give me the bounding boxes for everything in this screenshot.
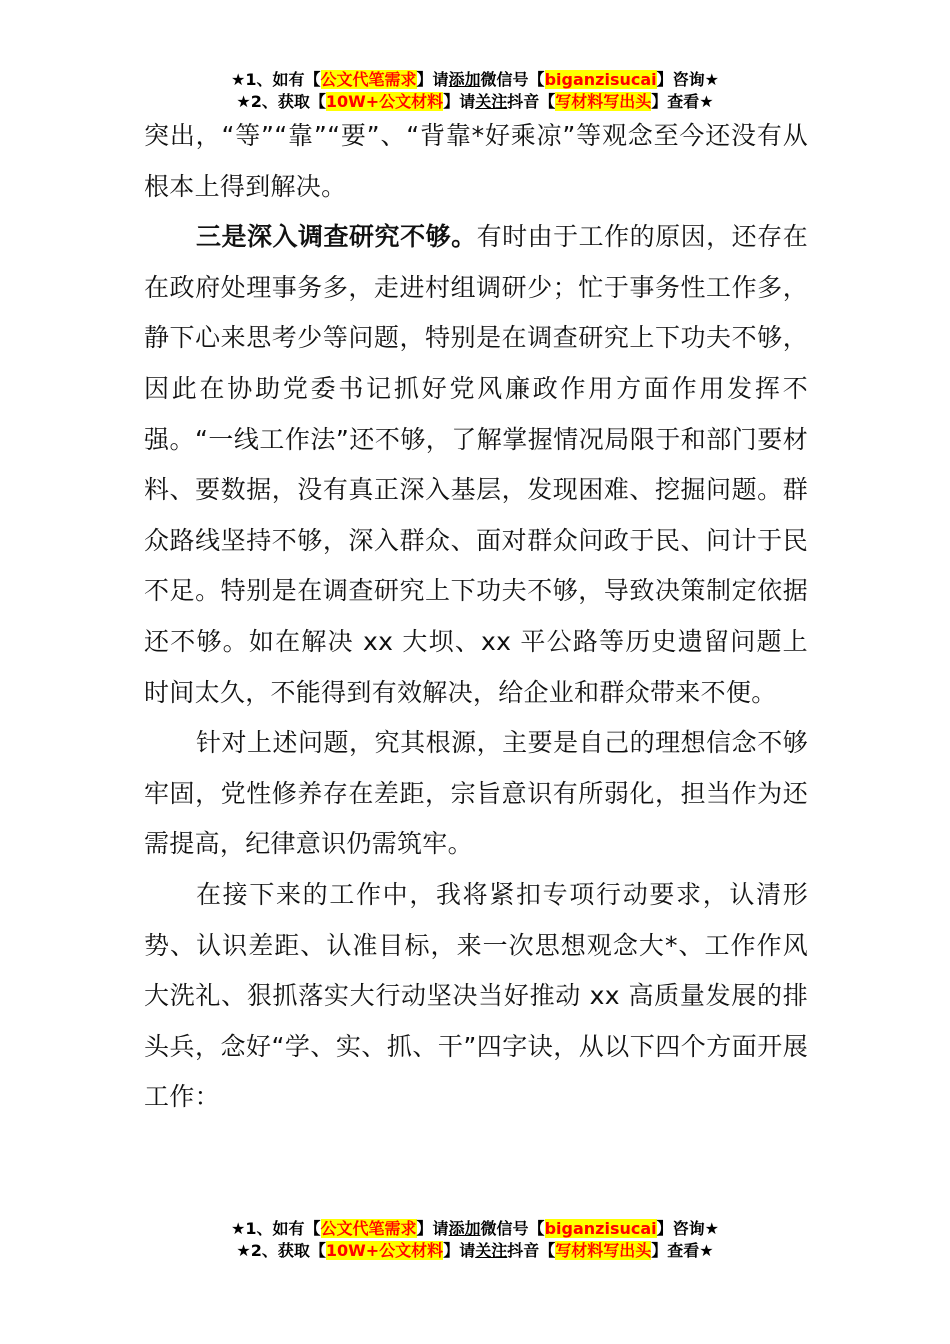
banner-text: 】请 [443, 92, 476, 111]
banner-text: 】咨询★ [656, 70, 719, 89]
header-banner [0, 69, 950, 113]
banner-highlight: biganzisucai [544, 70, 657, 89]
paragraph-4: 在接下来的工作中，我将紧扣专项行动要求，认清形势、认识差距、认准目标，来一次思想观念大*、工作作风大洗礼、狠抓落实大行动坚决当好推动 xx 高质量发展的排头兵，念好“学、实、抓、干”四字诀，从以下四个方面开展工作： [144, 879, 808, 1112]
footer-banner [0, 1218, 950, 1262]
banner-line-1 [0, 1218, 950, 1240]
banner-text: 】请 [416, 1219, 449, 1238]
banner-text: ★1、如有【 [231, 1219, 321, 1238]
banner-text: 】查看★ [651, 92, 714, 111]
banner-text: 】请 [443, 1241, 476, 1260]
banner-text: ★2、获取【 [236, 1241, 326, 1260]
banner-text: 抖音【 [507, 1241, 556, 1260]
banner-highlight: 10W+公文材料 [325, 1241, 444, 1260]
paragraph-2 [144, 212, 808, 718]
banner-underlined-text: 关注 [475, 92, 508, 111]
banner-line-2 [0, 1240, 950, 1262]
banner-text: 】咨询★ [656, 1219, 719, 1238]
banner-text: ★1、如有【 [231, 70, 321, 89]
banner-highlight: biganzisucai [544, 1219, 657, 1238]
banner-underlined-text: 关注 [475, 1241, 508, 1260]
banner-highlight: 写材料写出头 [555, 92, 652, 111]
banner-line-1 [0, 69, 950, 91]
banner-text: 微信号【 [480, 1219, 545, 1238]
banner-highlight: 写材料写出头 [555, 1241, 652, 1260]
banner-text: ★2、获取【 [236, 92, 326, 111]
paragraph-2-body: 有时由于工作的原因，还存在在政府处理事务多，走进村组调研少；忙于事务性工作多，静下心来思考少等问题，特别是在调查研究上下功夫不够，因此在协助党委书记抓好党风廉政作用方面作用发挥不强。“一线工作法”还不够，了解掌握情况局限于和部门要材料、要数据，没有真正深入基层，发现困难、挖掘问题。群众路线坚持不够，深入群众、面对群众问政于民、问计于民不足。特别是在调查研究上下功夫不够，导致决策制定依据还不够。如在解决 xx 大坝、xx 平公路等历史遗留问题上时间太久，不能得到有效解决，给企业和群众带来不便。 [144, 222, 808, 707]
banner-highlight: 10W+公文材料 [325, 92, 444, 111]
paragraph-2-heading: 三是深入调查研究不够。 [196, 222, 477, 252]
paragraph-3: 针对上述问题，究其根源，主要是自己的理想信念不够牢固，党性修养存在差距，宗旨意识有所弱化，担当作为还需提高，纪律意识仍需筑牢。 [144, 728, 808, 859]
banner-text: 】请 [416, 70, 449, 89]
banner-underlined-text: 添加 [448, 1219, 481, 1238]
banner-highlight: 公文代笔需求 [320, 70, 417, 89]
banner-text: 抖音【 [507, 92, 556, 111]
banner-underlined-text: 添加 [448, 70, 481, 89]
paragraph-1: 突出，“等”“靠”“要”、“背靠*好乘凉”等观念至今还没有从根本上得到解决。 [144, 121, 808, 201]
banner-text: 】查看★ [651, 1241, 714, 1260]
banner-highlight: 公文代笔需求 [320, 1219, 417, 1238]
banner-line-2 [0, 91, 950, 113]
banner-text: 微信号【 [480, 70, 545, 89]
document-body [144, 111, 808, 1123]
